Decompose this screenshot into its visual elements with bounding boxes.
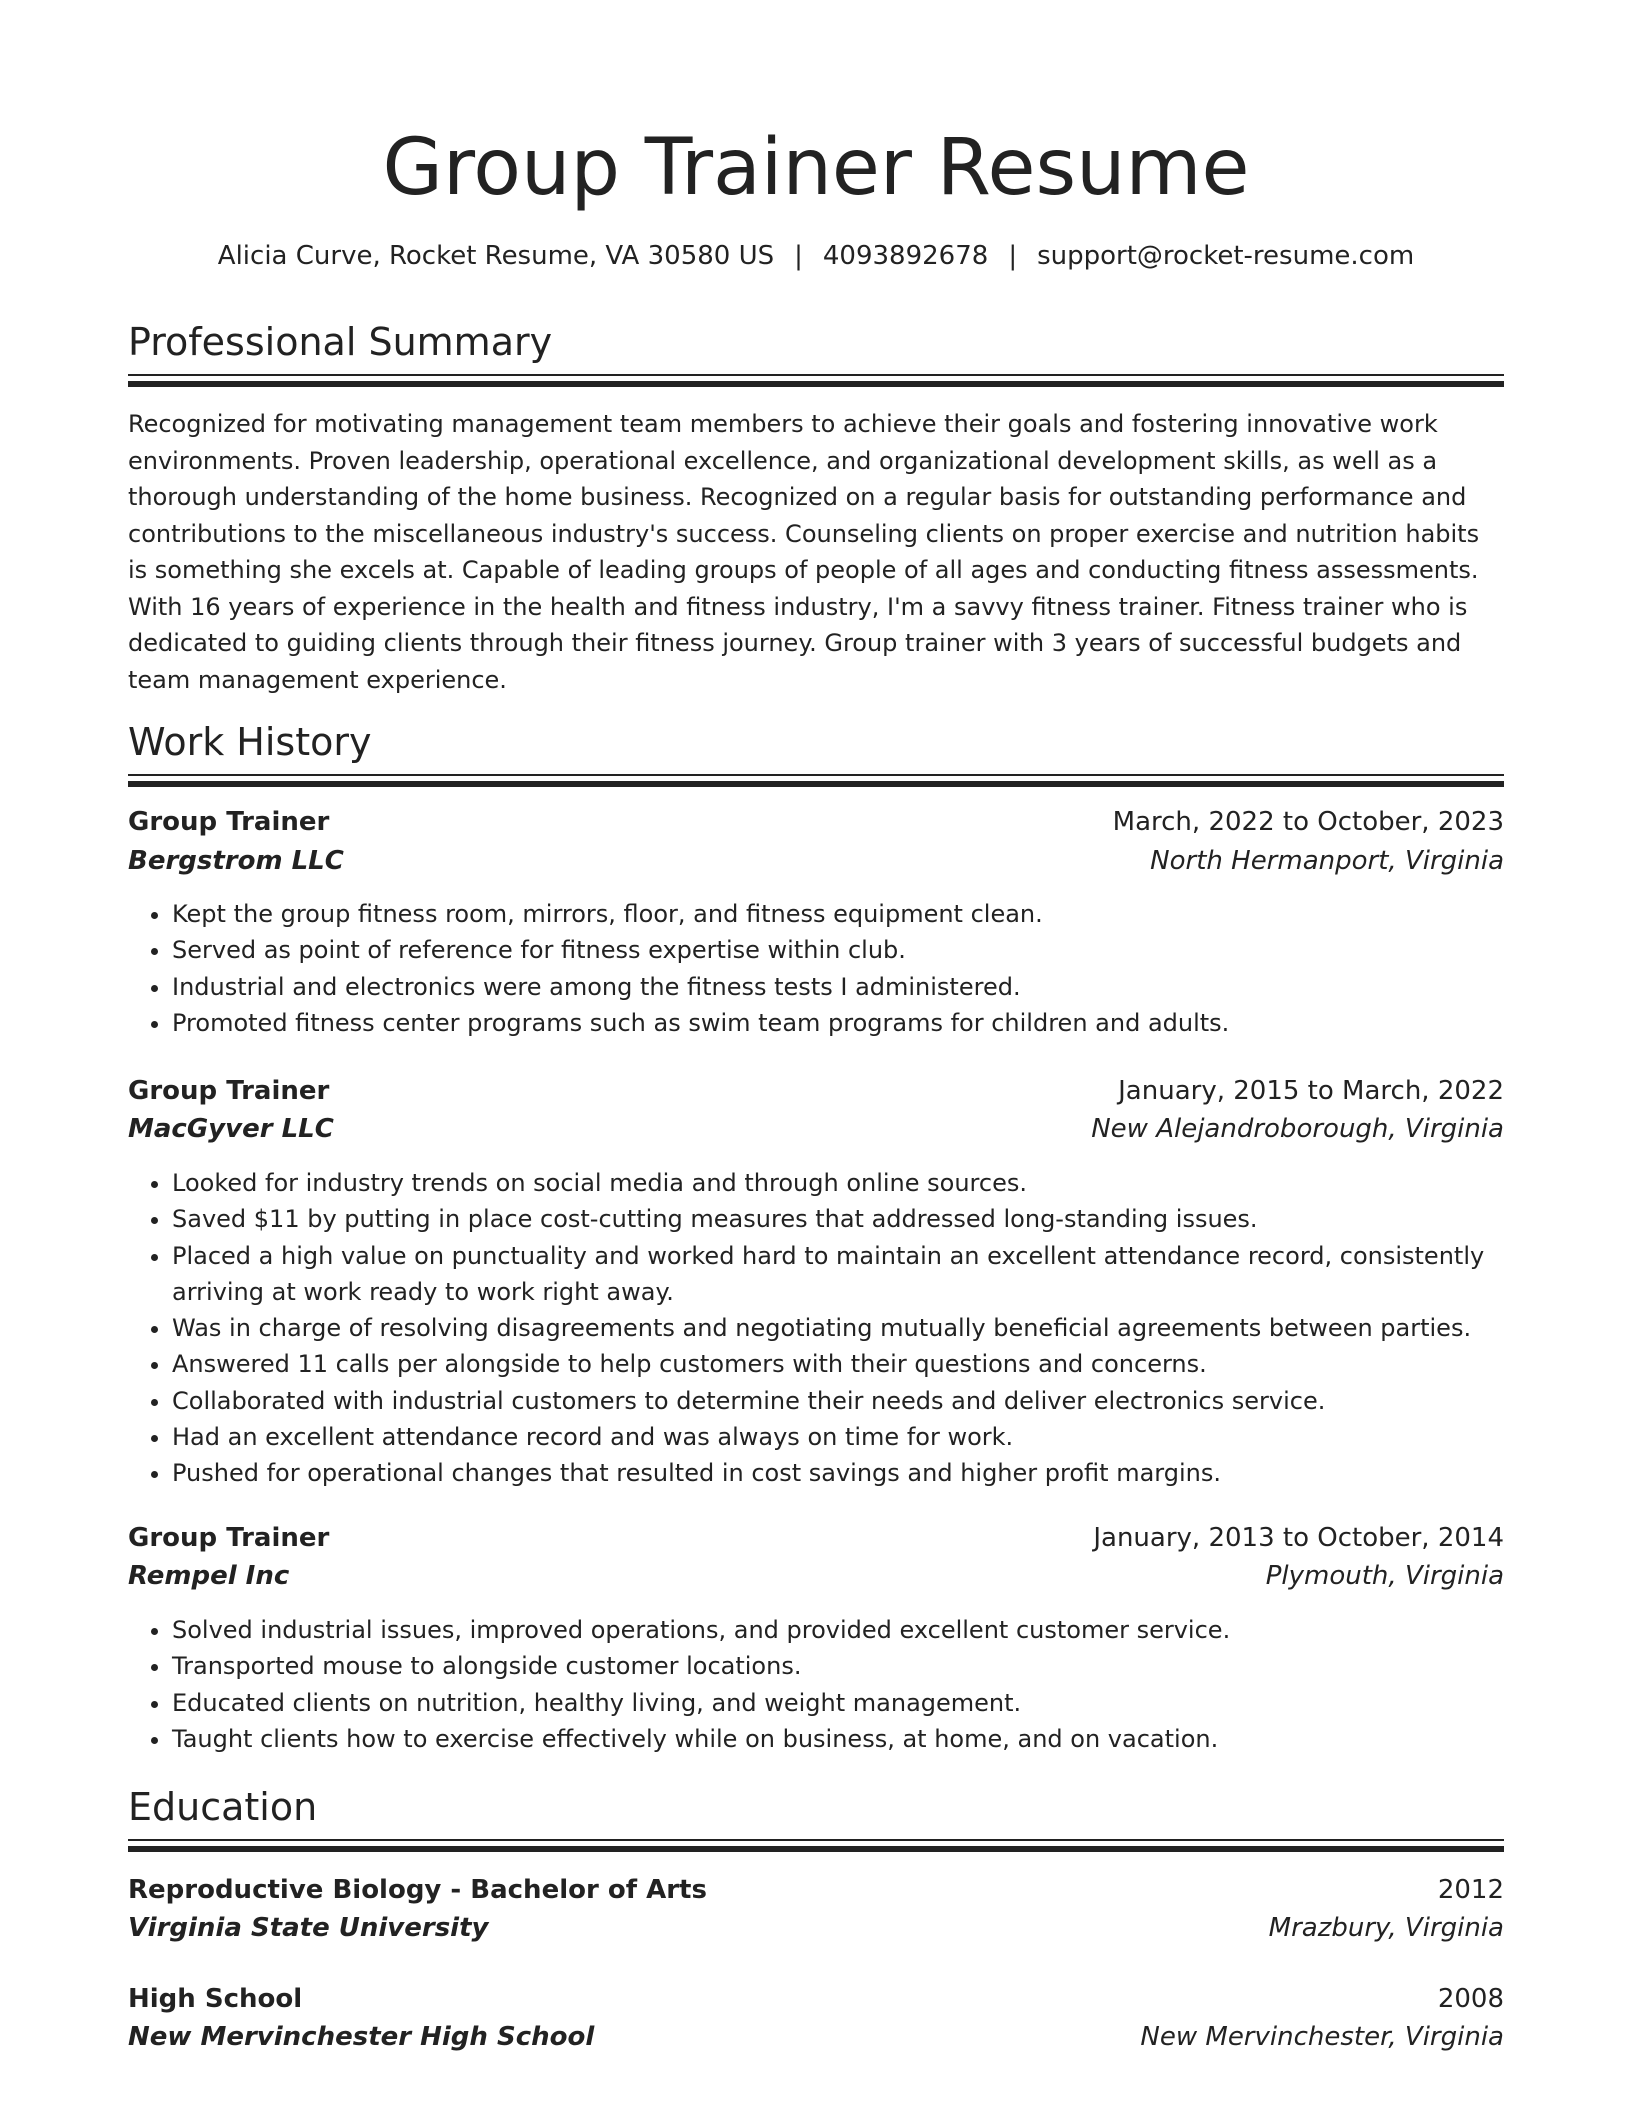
education-header bbox=[128, 1872, 1504, 1908]
education-degree: Reproductive Biology - Bachelor of Arts bbox=[128, 1875, 707, 1905]
job-dates: January, 2015 to March, 2022 bbox=[1118, 1076, 1504, 1106]
contact-separator: | bbox=[1008, 241, 1018, 271]
list-item: • Looked for industry trends on social media and through online sources. bbox=[172, 1165, 1504, 1201]
education-subheader bbox=[128, 2019, 1504, 2055]
job-location: New Alejandroborough, Virginia bbox=[1091, 1114, 1504, 1144]
education-school: New Mervinchester High School bbox=[128, 2022, 595, 2052]
job-company: Bergstrom LLC bbox=[128, 846, 344, 876]
job-header bbox=[128, 804, 1504, 840]
education-year: 2012 bbox=[1437, 1875, 1504, 1905]
education-header bbox=[128, 1981, 1504, 2017]
list-item: • Taught clients how to exercise effectively while on business, at home, and on vacation. bbox=[172, 1721, 1504, 1757]
job-company: Rempel Inc bbox=[128, 1561, 290, 1591]
section-heading-summary: Professional Summary bbox=[128, 320, 553, 364]
list-item: • Placed a high value on punctuality and worked hard to maintain an excellent attendance record, consistently arriving at work ready to work right away. bbox=[172, 1238, 1504, 1311]
section-divider bbox=[128, 774, 1504, 776]
job-subheader bbox=[128, 843, 1504, 879]
contact-separator: | bbox=[794, 241, 803, 271]
list-item: • Served as point of reference for fitness expertise within club. bbox=[172, 932, 1504, 968]
job-subheader bbox=[128, 1558, 1504, 1594]
list-item: • Promoted fitness center programs such as swim team programs for children and adults. bbox=[172, 1005, 1504, 1041]
section-heading-work: Work History bbox=[128, 720, 372, 764]
list-item: • Educated clients on nutrition, healthy living, and weight management. bbox=[172, 1685, 1504, 1721]
job-title: Group Trainer bbox=[128, 807, 330, 837]
job-bullets bbox=[128, 896, 1504, 1041]
list-item: • Answered 11 calls per alongside to help customers with their questions and concerns. bbox=[172, 1346, 1504, 1382]
job-location: North Hermanport, Virginia bbox=[1150, 846, 1504, 876]
job-header bbox=[128, 1520, 1504, 1556]
list-item: • Transported mouse to alongside customer locations. bbox=[172, 1648, 1504, 1684]
summary-text: Recognized for motivating management team members to achieve their goals and fostering innovative work environments. Proven leadership, operational excellence, and organizational development skills, as well as a thorough understanding of the home business. Recognized on a regular basis for outstanding performance and contributions to the miscellaneous industry's success. Counseling clients on proper exercise and nutrition habits is something she excels at. Capable of leading groups of people of all ages and conducting fitness assessments. With 16 years of experience in the health and fitness industry, I'm a savvy fitness trainer. Fitness trainer who is dedicated to guiding clients through their fitness journey. Group trainer with 3 years of successful budgets and team management experience. bbox=[128, 410, 1480, 694]
job-dates: March, 2022 to October, 2023 bbox=[1112, 807, 1504, 837]
contact-line bbox=[128, 238, 1504, 274]
contact-email: support@rocket-resume.com bbox=[1037, 241, 1415, 271]
job-subheader bbox=[128, 1111, 1504, 1147]
job-location: Plymouth, Virginia bbox=[1265, 1561, 1504, 1591]
list-item: • Saved $11 by putting in place cost-cutting measures that addressed long-standing issues. bbox=[172, 1201, 1504, 1237]
section-divider bbox=[128, 781, 1504, 787]
resume-title: Group Trainer Resume bbox=[382, 123, 1250, 213]
list-item: • Pushed for operational changes that resulted in cost savings and higher profit margins. bbox=[172, 1455, 1504, 1491]
list-item: • Solved industrial issues, improved operations, and provided excellent customer service. bbox=[172, 1612, 1504, 1648]
list-item: • Had an excellent attendance record and was always on time for work. bbox=[172, 1419, 1504, 1455]
section-divider bbox=[128, 1839, 1504, 1841]
list-item: • Collaborated with industrial customers to determine their needs and deliver electronics service. bbox=[172, 1383, 1504, 1419]
job-bullets bbox=[128, 1612, 1504, 1757]
contact-phone: 4093892678 bbox=[822, 241, 989, 271]
education-year: 2008 bbox=[1437, 1984, 1504, 2014]
list-item: • Industrial and electronics were among the fitness tests I administered. bbox=[172, 969, 1504, 1005]
list-item: • Kept the group fitness room, mirrors, floor, and fitness equipment clean. bbox=[172, 896, 1504, 932]
contact-address: Alicia Curve, Rocket Resume, VA 30580 US bbox=[217, 241, 775, 271]
section-heading-education: Education bbox=[128, 1785, 318, 1829]
job-header bbox=[128, 1073, 1504, 1109]
job-company: MacGyver LLC bbox=[128, 1114, 334, 1144]
section-divider bbox=[128, 381, 1504, 387]
job-bullets bbox=[128, 1165, 1504, 1492]
job-title: Group Trainer bbox=[128, 1076, 330, 1106]
education-subheader bbox=[128, 1910, 1504, 1946]
section-divider bbox=[128, 374, 1504, 376]
job-dates: January, 2013 to October, 2014 bbox=[1093, 1523, 1504, 1553]
list-item: • Was in charge of resolving disagreements and negotiating mutually beneficial agreements between parties. bbox=[172, 1310, 1504, 1346]
job-title: Group Trainer bbox=[128, 1523, 330, 1553]
education-location: Mrazbury, Virginia bbox=[1268, 1913, 1504, 1943]
section-divider bbox=[128, 1846, 1504, 1852]
education-location: New Mervinchester, Virginia bbox=[1140, 2022, 1504, 2052]
education-school: Virginia State University bbox=[128, 1913, 489, 1943]
education-degree: High School bbox=[128, 1984, 303, 2014]
